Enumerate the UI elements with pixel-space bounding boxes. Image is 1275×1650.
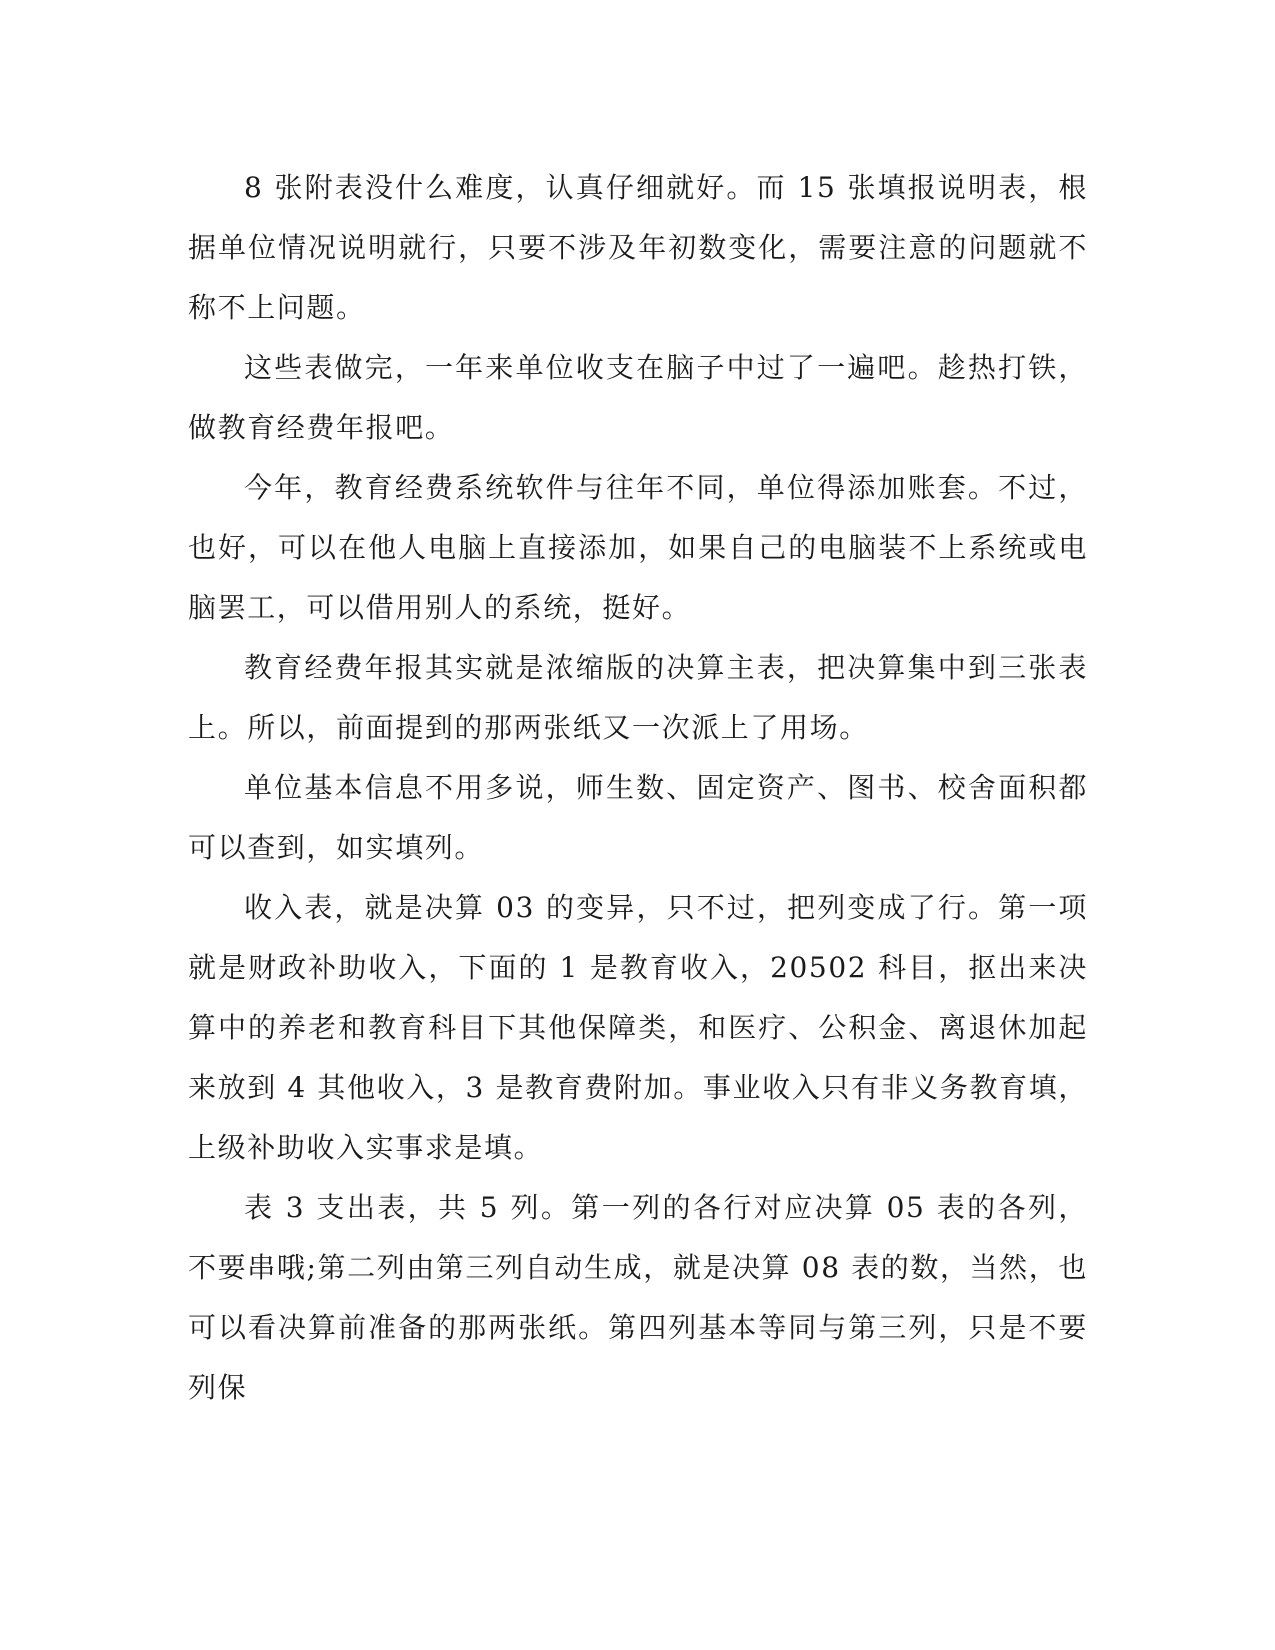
paragraph-6: 收入表，就是决算 03 的变异，只不过，把列变成了行。第一项就是财政补助收入，下面的 1 是教育收入，20502 科目，抠出来决算中的养老和教育科目下其他保障类，和医疗、公积金、离退休加起来放到 4 其他收入，3 是教育费附加。事业收入只有非义务教育填，上级补助收入实事求是填。: [188, 891, 1088, 1164]
paragraph-7: 表 3 支出表，共 5 列。第一列的各行对应决算 05 表的各列，不要串哦;第二列由第三列自动生成，就是决算 08 表的数，当然，也可以看决算前准备的那两张纸。第四列基本等同与第三列，只是不要列保: [188, 1191, 1088, 1404]
paragraph-5: 单位基本信息不用多说，师生数、固定资产、图书、校舍面积都可以查到，如实填列。: [188, 771, 1088, 864]
document-body: [188, 158, 1088, 1418]
paragraph-4: 教育经费年报其实就是浓缩版的决算主表，把决算集中到三张表上。所以，前面提到的那两张纸又一次派上了用场。: [188, 651, 1088, 744]
paragraph-2: 这些表做完，一年来单位收支在脑子中过了一遍吧。趁热打铁，做教育经费年报吧。: [188, 351, 1088, 444]
paragraph-3: 今年，教育经费系统软件与往年不同，单位得添加账套。不过，也好，可以在他人电脑上直接添加，如果自己的电脑装不上系统或电脑罢工，可以借用别人的系统，挺好。: [188, 471, 1088, 624]
paragraph-1: 8 张附表没什么难度，认真仔细就好。而 15 张填报说明表，根据单位情况说明就行，只要不涉及年初数变化，需要注意的问题就不称不上问题。: [188, 171, 1088, 324]
